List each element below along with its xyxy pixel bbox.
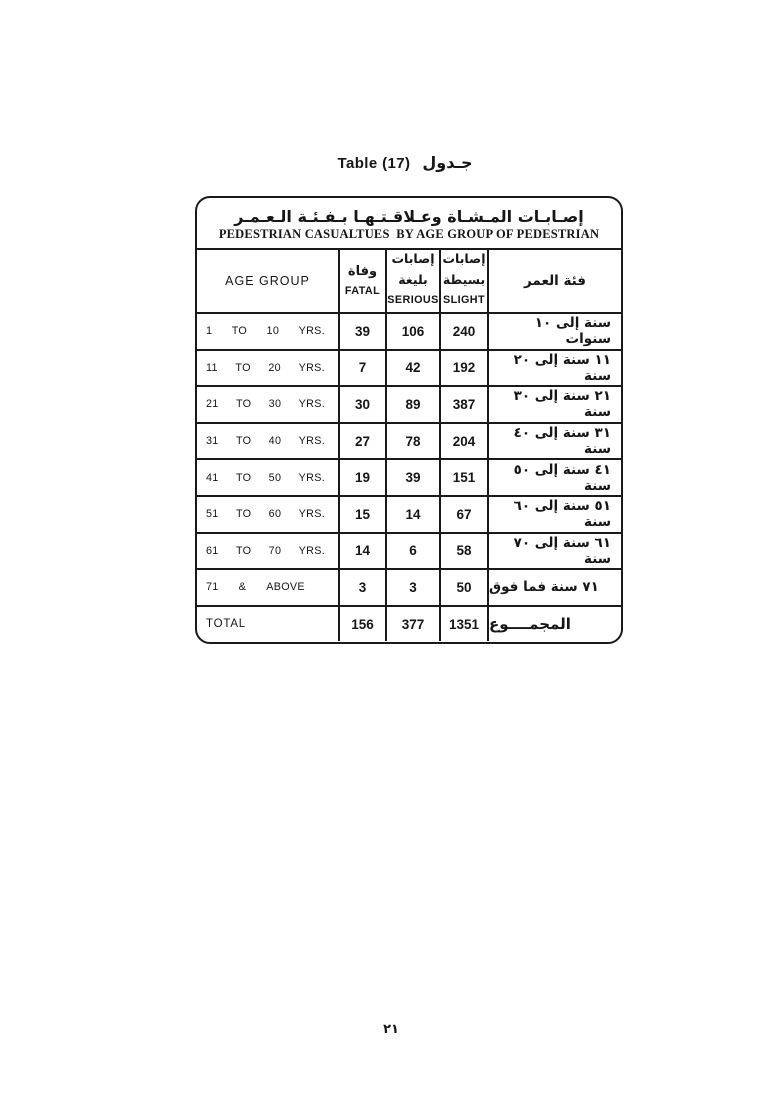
age-unit: YRS. [298,361,325,374]
header-slight-arabic-1: إصابات [442,251,486,266]
age-from: 41 [206,471,219,484]
table-row [197,532,621,569]
age-group-arabic-cell: سنة إلى ١٠ سنوات [487,314,621,349]
total-fatal-value: 156 [338,607,385,642]
age-group-arabic-cell: ٦١ سنة إلى ٧٠ سنة [487,534,621,569]
slight-value: 192 [439,351,487,386]
age-to: 70 [268,544,282,557]
header-slight-arabic-2: بسيطة [442,272,486,287]
fatal-value: 39 [338,314,385,349]
fatal-value: 19 [338,460,385,495]
age-from: 71 [206,581,219,594]
age-unit: YRS. [298,398,325,411]
table-header-row [197,250,621,312]
age-unit: YRS. [298,435,325,448]
header-fatal [338,250,385,312]
age-unit: YRS. [298,325,325,338]
age-to: 50 [268,471,282,484]
table-row [197,568,621,605]
fatal-value: 27 [338,424,385,459]
age-to: 40 [268,435,282,448]
header-fatal-english: FATAL [344,285,381,298]
age-from: 31 [206,435,219,448]
header-serious-arabic-1: إصابات [391,251,435,266]
age-group-cell [197,424,338,459]
slight-value: 151 [439,460,487,495]
age-group-arabic-cell: ١١ سنة إلى ٢٠ سنة [487,351,621,386]
serious-value: 6 [385,534,439,569]
age-ampersand: & [238,581,247,594]
header-serious-english: SERIOUS [387,294,439,306]
age-group-cell [197,534,338,569]
age-group-cell [197,351,338,386]
serious-value: 78 [385,424,439,459]
age-to-word: TO [235,361,251,374]
age-to-word: TO [235,544,252,557]
age-group-cell [197,387,338,422]
table-caption-arabic: إصـابـات المـشـاة وعـلاقـتـهـا بـفـئـة الـعـمـر [234,207,584,226]
table-row [197,458,621,495]
total-label-arabic: المجمــــوع [487,607,621,642]
age-group-cell [197,497,338,532]
fatal-value: 30 [338,387,385,422]
pedestrian-casualties-table [195,196,623,644]
age-group-arabic-cell: ٢١ سنة إلى ٣٠ سنة [487,387,621,422]
age-to-word: TO [235,471,252,484]
header-age-group: AGE GROUP [225,274,310,288]
page-number: ٢١ [383,1022,399,1037]
table-row [197,495,621,532]
page-title [14,153,782,173]
header-slight-english: SLIGHT [443,294,485,306]
age-from: 51 [206,508,219,521]
age-group-arabic-cell: ٣١ سنة إلى ٤٠ سنة [487,424,621,459]
age-group-cell [197,570,338,605]
header-serious-arabic-2: بليغة [398,272,428,287]
table-row [197,312,621,349]
age-to-word: TO [235,398,252,411]
slight-value: 204 [439,424,487,459]
serious-value: 89 [385,387,439,422]
age-to: 20 [268,361,281,374]
age-group-arabic-cell: ٤١ سنة إلى ٥٠ سنة [487,460,621,495]
age-group-cell [197,314,338,349]
age-to-word: TO [235,508,252,521]
age-from: 1 [206,325,213,338]
slight-value: 387 [439,387,487,422]
header-serious [385,250,439,312]
fatal-value: 3 [338,570,385,605]
header-slight [439,250,487,312]
age-to-word: TO [231,325,248,338]
age-from: 11 [206,361,218,374]
age-unit: YRS. [298,508,325,521]
age-to: 30 [268,398,282,411]
slight-value: 240 [439,314,487,349]
age-to: 10 [266,325,280,338]
serious-value: 3 [385,570,439,605]
table-caption-english: PEDESTRIAN CASUALTUES BY AGE GROUP OF PEDESTRIAN [218,227,600,241]
table-row [197,422,621,459]
age-unit: YRS. [298,544,325,557]
serious-value: 14 [385,497,439,532]
fatal-value: 7 [338,351,385,386]
total-slight-value: 1351 [439,607,487,642]
table-row [197,349,621,386]
serious-value: 42 [385,351,439,386]
page-title-english: Table (17) [337,155,411,172]
serious-value: 39 [385,460,439,495]
header-fatal-arabic: وفاة [347,263,378,279]
fatal-value: 15 [338,497,385,532]
total-label: TOTAL [206,618,246,631]
age-from: 61 [206,544,219,557]
slight-value: 67 [439,497,487,532]
page-title-arabic: جـدول [422,153,473,172]
fatal-value: 14 [338,534,385,569]
age-group-arabic-cell: ٥١ سنة إلى ٦٠ سنة [487,497,621,532]
table-total-row [197,605,621,642]
serious-value: 106 [385,314,439,349]
table-caption [197,198,621,250]
age-to: 60 [268,508,282,521]
age-from: 21 [206,398,219,411]
slight-value: 58 [439,534,487,569]
header-age-group-arabic: فئة العمر [487,250,621,312]
table-row [197,385,621,422]
age-group-cell [197,460,338,495]
age-above-word: ABOVE [266,581,305,594]
age-to-word: TO [235,435,252,448]
total-serious-value: 377 [385,607,439,642]
age-group-arabic-cell: ٧١ سنة فما فوق [487,570,621,605]
age-unit: YRS. [298,471,325,484]
slight-value: 50 [439,570,487,605]
